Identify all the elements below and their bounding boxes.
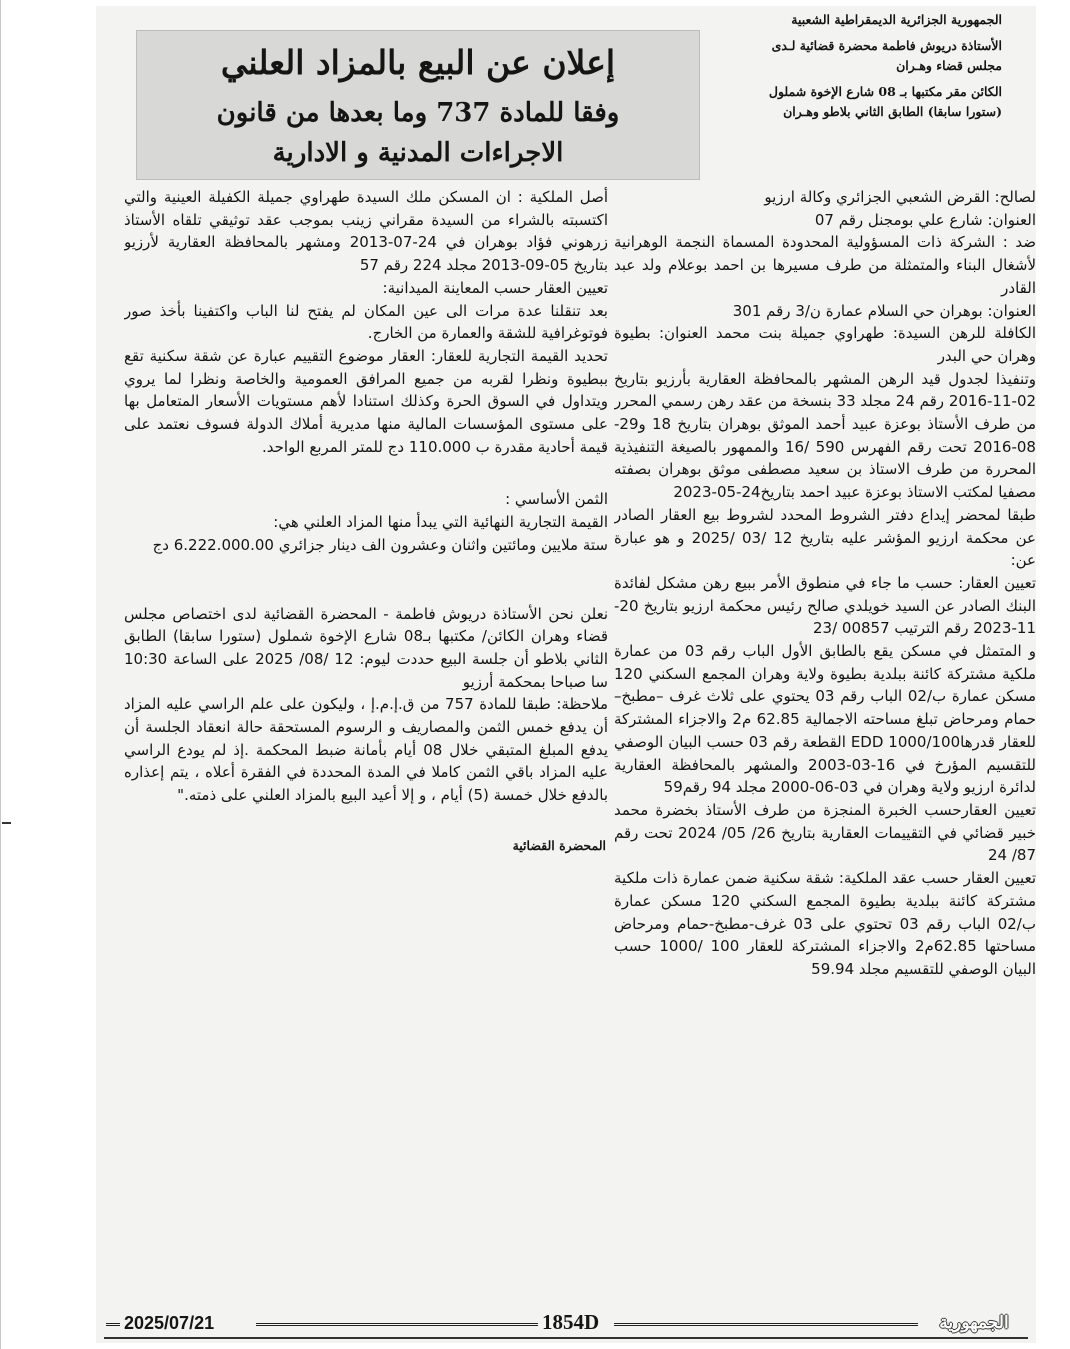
left-text-column (124, 186, 608, 1296)
valuation-text: تحديد القيمة التجارية للعقار: العقار موضوع التقييم عبارة عن شقة سكنية تقع ببطيوة ونظرا لقربه من جميع المرافق العمومية والخاصة ونظرا لما يروي ويتداول في السوق الحرة وكذلك استنادا لأهم مستويات الأسعار المتعامل بها على مستوى المؤسسات المالية منها مديرية أملاك الدولة فسوف نعتمد على قيمة أحادية مقدرة ب 110.000 دج للمتر المربع الواحد. (124, 346, 608, 456)
pen-mark (2, 822, 11, 824)
property-description: و المتمثل في مسكن يقع بالطابق الأول الباب رقم 03 من عمارة ملكية مشتركة كائنة ببلدية بطيوة ولاية وهران المجمع السكني 120 مسكن عمارة ب/02 الباب رقم 03 يحتوي على ثلاث غرف –مطبخ–حمام ومرحاض تبلغ مساحته الاجمالية 62.85 م2 والاجزاء المشتركة للعقار قدرها1000/100 EDD القطعة رقم 03 حسب البيان الوصفي للتقسيم المؤرخ في 16-03-2003 والمشهر بالمحافظة العقارية لدائرة ارزيو ولاية وهران في 03-06-2000 مجلد 94 رقم59 (614, 642, 1036, 797)
agency-line-republic: الجمهورية الجزائرية الديمقراطية الشعبية (791, 12, 1002, 27)
legal-note: ملاحظة: طبقا للمادة 757 من ق.إ.م.إ ، وليكون على علم الراسي عليه المزاد أن يدفع خمس الثمن والمصاريف و الرسوم المستحقة حالة انعقاد الجلسة أن يدفع المبلغ المتبقي خلال 08 أيام بأمانة ضبط المحكمة .إذ لم يودع الراسي عليه المزاد باقي الثمن كاملا في المدة المحددة في الفقرة أعلاه ، يتم إعذاره بالدفع خلال خمسة (5) أيام ، و إلا أعيد البيع بالمزاد العلني على ذمته." (124, 695, 608, 805)
page-footer (96, 1308, 1036, 1338)
right-text-column (614, 186, 1036, 1286)
price-heading: الثمن الأساسي : (505, 490, 608, 509)
plaintiff-address: العنوان: شارع علي بومجنل رقم 07 (814, 210, 1036, 229)
page-fold-line (0, 0, 1, 1349)
announcement-title: إعلان عن البيع بالمزاد العلني (220, 43, 616, 82)
property-by-expertise: تعيين العقارحسب الخبرة المنجزة من طرف الأستاذ بخضرة محمد خبير قضائي في التقييمات العقارية بتاريخ 26/ 05/ 2024 تحت رقم 87/ 24 (614, 800, 1036, 865)
property-by-deed: تعيين العقار حسب عقد الملكية: شقة سكنية ضمن عمارة ذات ملكية مشتركة كائنة ببلدية بطيوة المجمع السكني 120 مسكن عمارة ب/02 الباب رقم 03 تحتوي على 03 غرف-مطبخ-حمام ومرحاض مساحتها 62.85م2 والاجزاء المشتركة للعقار 100 /1000 حسب البيان الوصفي للتقسيم مجلد 59.94 (614, 869, 1036, 978)
agency-line-court: مجلس قضاء وهـران (896, 58, 1002, 73)
defendant: ضد : الشركة ذات المسؤولية المحدودة المسماة النجمة الوهرانية لأشغال البناء والمتمثلة من طرف مسيرها بن احمد بوعلام ولد عبد القادر (614, 233, 1036, 297)
defendant-address: العنوان: بوهران حي السلام عمارة ن/3 رقم 301 (732, 301, 1036, 320)
announcement-subtitle-1: وفقا للمادة 737 وما بعدها من قانون (216, 98, 620, 128)
agency-line-address: الكائن مقر مكتبها بـ 08 شارع الإخوة شملول (768, 84, 1002, 99)
footer-rule-left (106, 1323, 120, 1326)
publication-date: 2025/07/21 (124, 1313, 215, 1333)
property-by-order: تعيين العقار: حسب ما جاء في منطوق الأمر ببيع رهن مشكل لفائدة البنك الصادر عن السيد خويلدي صالح رئيس محكمة ارزيو بتاريخ 20-11-2023 رقم الترتيب 00857 /23 (614, 573, 1036, 638)
agency-line-bailiff: الأستاذة دريوش فاطمة محضرة قضائية لـدى (771, 38, 1002, 53)
announcement-subtitle-2: الاجراءات المدنية و الادارية (272, 138, 564, 168)
ownership-origin: أصل الملكية : ان المسكن ملك السيدة طهراوي جميلة الكفيلة العينية والتي اكتسبته بالشراء من السيدة مقراني زينب بموجب عقد توثيقي تلقاه الأستاذ زرهوني فؤاد بوهران في 24-07-2013 ومشهر بالمحافظة العقارية لأرزيو بتاريخ 05-09-2013 مجلد 224 رقم 57 (124, 188, 608, 275)
mortgage-execution: وتنفيذا لجدول قيد الرهن المشهر بالمحافظة العقارية بأرزيو بتاريخ 02-11-2016 رقم 24 مجلد 33 بنسخة من عقد رهن رسمي المحرر من طرف الأستاذ بوعزة عبيد أحمد الموثق بوهران بتاريخ 18 و29-08-2016 تحت رقم الفهرس 590 /16 والممهور بالصيغة التنفيذية المحررة من طرف الاستاذ بن سعيد مصطفى موثق بوهران بصفته مصفيا لمكتب الاستاذ بوعزة عبيد احمد بتاريخ24-05-2023 (614, 369, 1036, 502)
issuing-agency-block (702, 10, 1002, 122)
title-box (136, 30, 700, 180)
plaintiff: لصالح: القرض الشعبي الجزائري وكالة ارزيو (764, 188, 1036, 206)
footer-rule-right (614, 1323, 918, 1326)
newspaper-page (96, 6, 1036, 1343)
bailiff-signature: المحضرة القضائية (512, 837, 606, 853)
inspection-heading: تعيين العقار حسب المعاينة الميدانية: (382, 278, 608, 297)
agency-line-address-2: (ستورا سابقا) الطابق الثاني بلاطو وهـران (783, 104, 1002, 119)
footer-rule-middle (256, 1323, 538, 1326)
guarantor: الكافلة للرهن السيدة: طهراوي جميلة بنت محمد العنوان: بطيوة وهران حي البدر (614, 324, 1036, 365)
price-intro: القيمة التجارية النهائية التي يبدأ منها المزاد العلني هي: (273, 513, 608, 532)
price-amount: ستة ملايين ومائتين واثنان وعشرون الف دينار جزائري 6.222.000.00 دج (152, 535, 608, 554)
inspection-text: بعد تنقلنا عدة مرات الى عين المكان لم يفتح لنا الباب واكتفينا بأخذ صور فوتوغرافية للشقة والعمارة من الخارج. (124, 301, 608, 343)
newspaper-masthead-logo: الجمهورية (939, 1313, 1009, 1333)
sale-announcement: نعلن نحن الأستاذة دريوش فاطمة - المحضرة القضائية لدى اختصاص مجلس قضاء وهران الكائن/ مكتبها بـ08 شارع الإخوة شملول (ستورا سابقا) الطابق الثاني بلاطو أن جلسة البيع حددت ليوم: 12 /08/ 2025 على الساعة 10:30 سا صباحا بمحكمة أرزيو (124, 604, 608, 691)
page-bottom-border (104, 1337, 1028, 1339)
ad-code: 1854D (542, 1310, 600, 1334)
conditions-deposit: طبقا لمحضر إيداع دفتر الشروط المحدد لشروط بيع العقار الصادر عن محكمة ارزيو المؤشر عليه بتاريخ 12 /03 /2025 و هو عبارة عن: (614, 505, 1036, 570)
